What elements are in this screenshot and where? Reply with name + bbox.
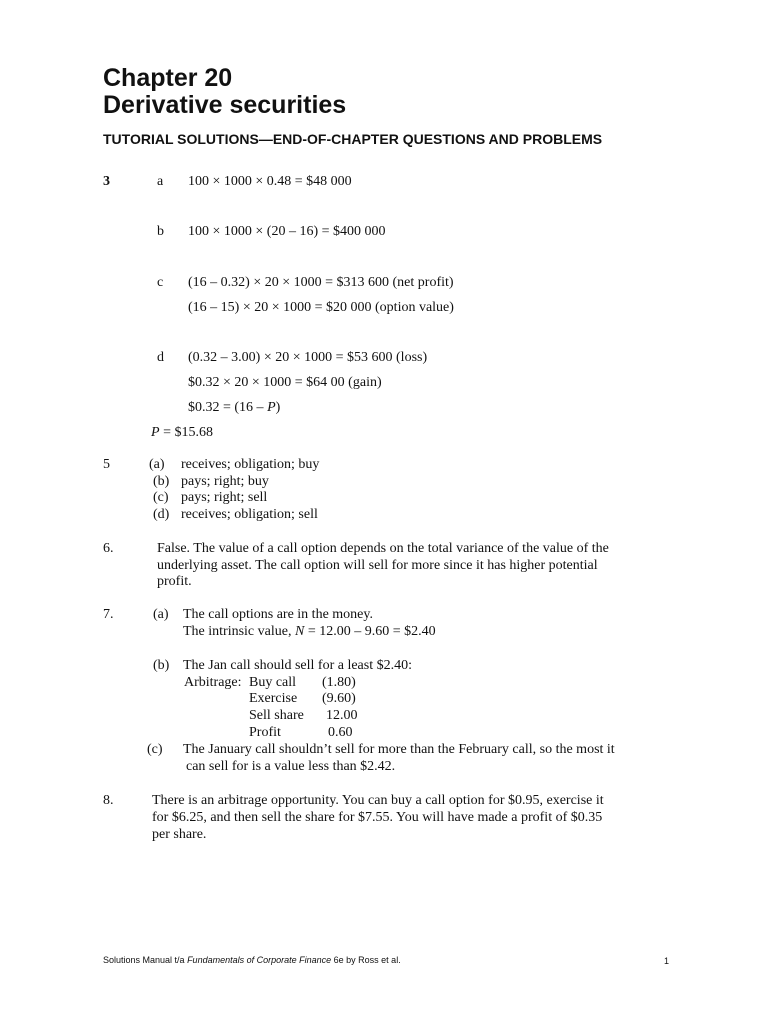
q7-c-line1: The January call shouldn’t sell for more than the February call, so the most it <box>183 742 615 757</box>
q3-b-line1: 100 × 1000 × (20 – 16) = $400 000 <box>188 224 386 239</box>
q7-c-label: (c) <box>147 742 163 757</box>
q7-a-label: (a) <box>153 607 169 622</box>
q3-d-line3: $0.32 = (16 – P) <box>188 400 281 415</box>
q3-d-line1: (0.32 – 3.00) × 20 × 1000 = $53 600 (loss) <box>188 350 428 365</box>
q5-item-label: (a) <box>149 457 165 472</box>
question-6-number: 6. <box>103 541 114 556</box>
q3-c-line2: (16 – 15) × 20 × 1000 = $20 000 (option value) <box>188 300 454 315</box>
q3-c-line1: (16 – 0.32) × 20 × 1000 = $313 600 (net profit) <box>188 275 454 290</box>
arbitrage-value: 0.60 <box>328 725 353 740</box>
q8-line1: There is an arbitrage opportunity. You can buy a call option for $0.95, exercise it <box>152 793 604 808</box>
q5-item-text: receives; obligation; sell <box>181 507 318 522</box>
arbitrage-value: (9.60) <box>322 691 356 706</box>
q3-d-label: d <box>157 350 164 365</box>
q3-c-label: c <box>157 275 164 290</box>
arbitrage-value: 12.00 <box>326 708 358 723</box>
page-title: Derivative securities <box>103 91 347 119</box>
q6-line3: profit. <box>157 574 192 589</box>
q3-b-label: b <box>157 224 164 239</box>
q3-d-line4: P = $15.68 <box>151 425 213 440</box>
q7-a-line2: The intrinsic value, N = 12.00 – 9.60 = $2.40 <box>183 624 436 639</box>
q3-d-line2: $0.32 × 20 × 1000 = $64 00 (gain) <box>188 375 382 390</box>
q3-a-label: a <box>157 174 164 189</box>
page-number: 1 <box>664 956 670 966</box>
section-subtitle: TUTORIAL SOLUTIONS—END-OF-CHAPTER QUESTIONS AND PROBLEMS <box>103 131 603 147</box>
arbitrage-value: (1.80) <box>322 675 356 690</box>
q5-item-text: pays; right; sell <box>181 490 268 505</box>
footer-citation: Solutions Manual t/a Fundamentals of Corporate Finance 6e by Ross et al. <box>103 955 401 965</box>
arbitrage-item: Buy call <box>249 675 297 690</box>
q3-a-line1: 100 × 1000 × 0.48 = $48 000 <box>188 174 352 189</box>
q7-b-line1: The Jan call should sell for a least $2.40: <box>183 658 412 673</box>
arbitrage-item: Profit <box>249 725 281 740</box>
arbitrage-item: Exercise <box>249 691 298 706</box>
q5-item-text: receives; obligation; buy <box>181 457 320 472</box>
chapter-number: Chapter 20 <box>103 64 233 92</box>
q6-line1: False. The value of a call option depends on the total variance of the value of the <box>157 541 609 556</box>
q5-item-text: pays; right; buy <box>181 474 269 489</box>
question-7-number: 7. <box>103 607 114 622</box>
q5-item-label: (c) <box>153 490 169 505</box>
question-5-number: 5 <box>103 457 110 472</box>
q7-c-line2: can sell for is a value less than $2.42. <box>186 759 396 774</box>
q5-item-label: (d) <box>153 507 170 522</box>
arbitrage-label: Arbitrage: <box>184 675 242 690</box>
q7-a-line1: The call options are in the money. <box>183 607 373 622</box>
question-3-number: 3 <box>103 174 110 189</box>
q7-b-label: (b) <box>153 658 170 673</box>
q8-line2: for $6.25, and then sell the share for $7.55. You will have made a profit of $0.35 <box>152 810 603 825</box>
arbitrage-item: Sell share <box>249 708 304 723</box>
q5-item-label: (b) <box>153 474 170 489</box>
question-8-number: 8. <box>103 793 114 808</box>
q8-line3: per share. <box>152 827 207 842</box>
q6-line2: underlying asset. The call option will sell for more since it has higher potential <box>157 558 598 573</box>
